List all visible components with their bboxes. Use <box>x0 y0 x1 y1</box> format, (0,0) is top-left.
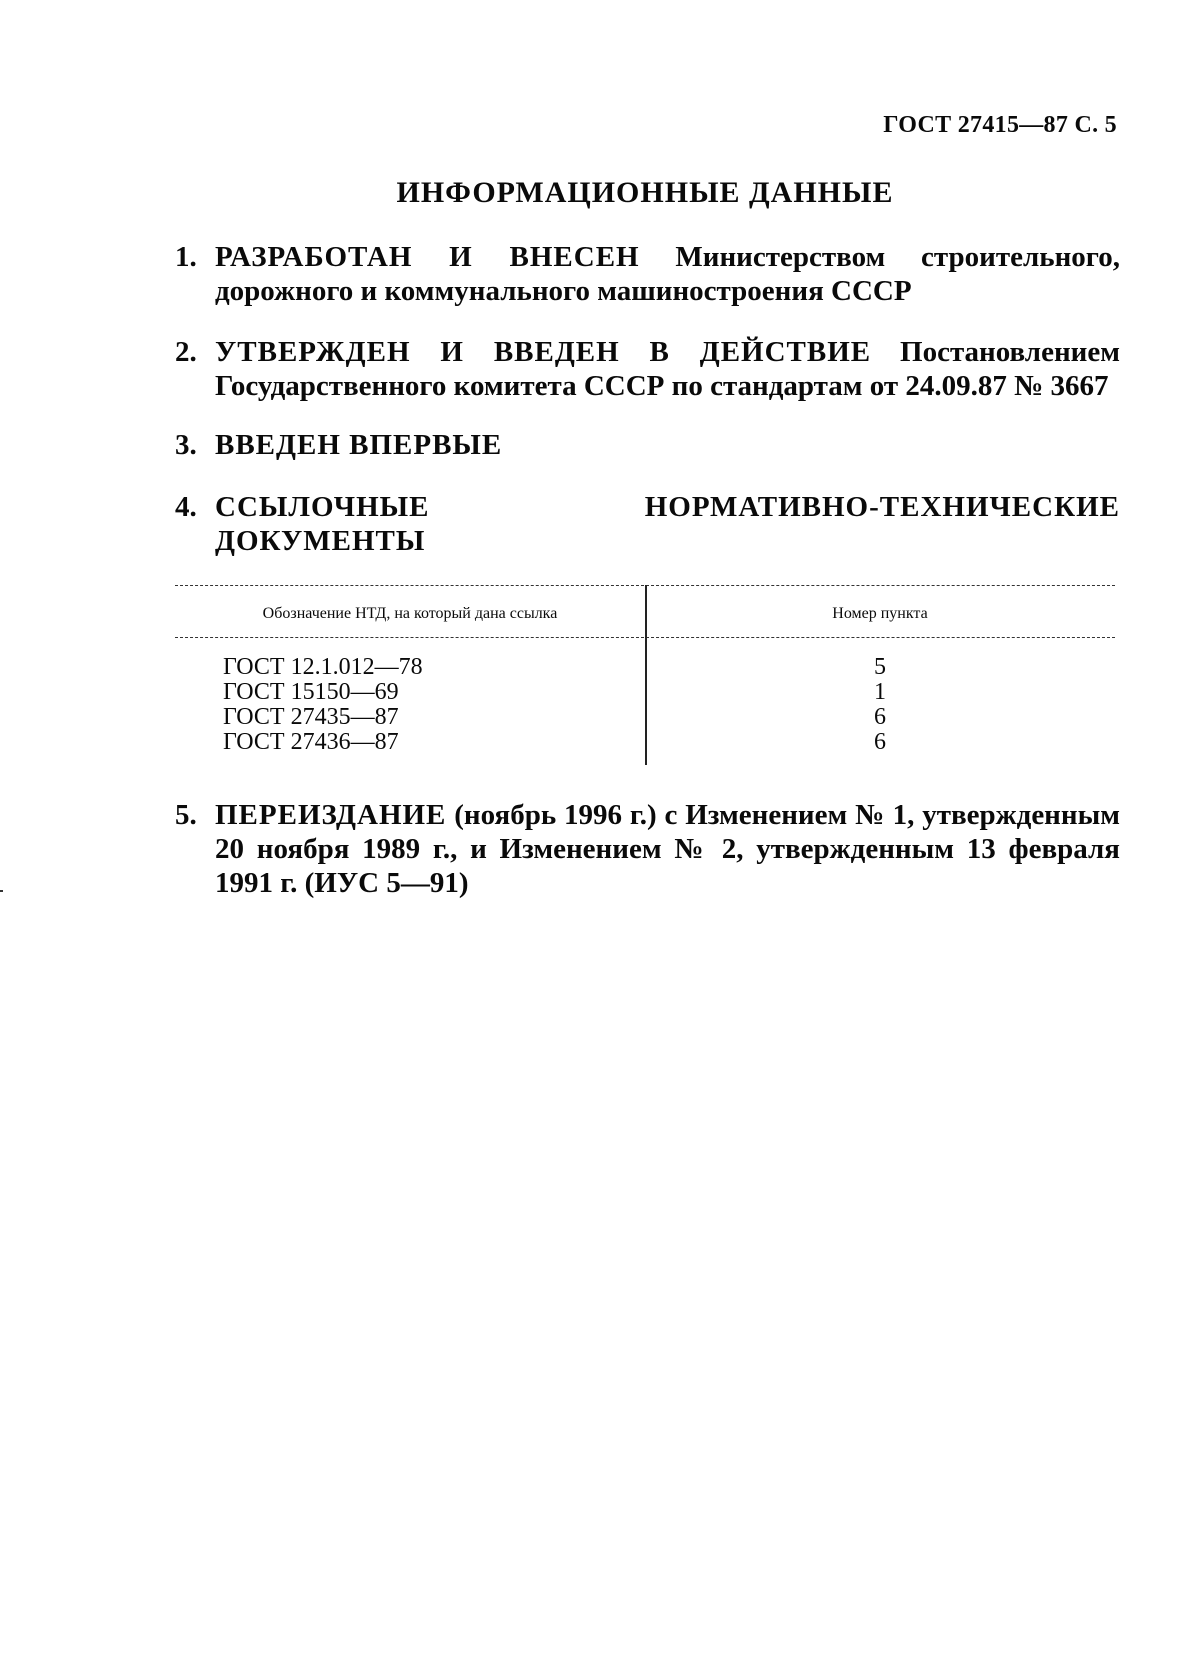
table-cell-clause: 1 <box>874 679 886 705</box>
table-cell-clause: 6 <box>874 704 886 730</box>
reference-documents-table <box>175 585 1115 765</box>
column-header-clause: Номер пункта <box>832 605 928 622</box>
item-text: (ноябрь 1996 г.) с Изменением № 1, утвержденным 20 ноября 1989 г., и Изменением № 2, утвержденным 13 февраля 1991 г. (ИУС 5—91) <box>215 799 1120 899</box>
item-number: 3. <box>175 429 197 461</box>
table-cell-doc: ГОСТ 12.1.012—78 <box>223 654 423 680</box>
item-number: 2. <box>175 336 197 368</box>
info-item-4 <box>175 490 1120 558</box>
item-text: Министерством строительного, дорожного и коммунального машиностроения СССР <box>215 241 1120 307</box>
item-number: 1. <box>175 241 197 273</box>
page-title: ИНФОРМАЦИОННЫЕ ДАННЫЕ <box>396 176 894 209</box>
item-text: Постановлением Государственного комитета СССР по стандартам от 24.09.87 № 3667 <box>215 336 1120 402</box>
table-cell-doc: ГОСТ 15150—69 <box>223 679 399 705</box>
info-item-1 <box>175 240 1120 308</box>
info-item-2 <box>175 335 1120 403</box>
item-lead: ВВЕДЕН ВПЕРВЫЕ <box>215 429 503 461</box>
info-item-3 <box>175 428 1120 462</box>
scan-artifact <box>0 890 3 892</box>
document-column <box>223 655 423 755</box>
item-number: 5. <box>175 799 197 831</box>
column-header-document: Обозначение НТД, на который дана ссылка <box>262 605 558 622</box>
item-lead: РАЗРАБОТАН И ВНЕСЕН <box>215 241 640 273</box>
document-reference: ГОСТ 27415—87 С. 5 <box>883 112 1117 138</box>
item-lead: ПЕРЕИЗДАНИЕ <box>215 799 447 831</box>
clause-column <box>645 655 1115 755</box>
table-cell-clause: 6 <box>874 729 886 755</box>
item-number: 4. <box>175 491 197 523</box>
item-lead: УТВЕРЖДЕН И ВВЕДЕН В ДЕЙСТВИЕ <box>215 336 872 368</box>
item-lead: ССЫЛОЧНЫЕ НОРМАТИВНО-ТЕХНИЧЕСКИЕ ДОКУМЕНТЫ <box>215 491 1120 557</box>
table-cell-clause: 5 <box>874 654 886 680</box>
table-cell-doc: ГОСТ 27436—87 <box>223 729 399 755</box>
table-cell-doc: ГОСТ 27435—87 <box>223 704 399 730</box>
info-item-5 <box>175 798 1120 900</box>
